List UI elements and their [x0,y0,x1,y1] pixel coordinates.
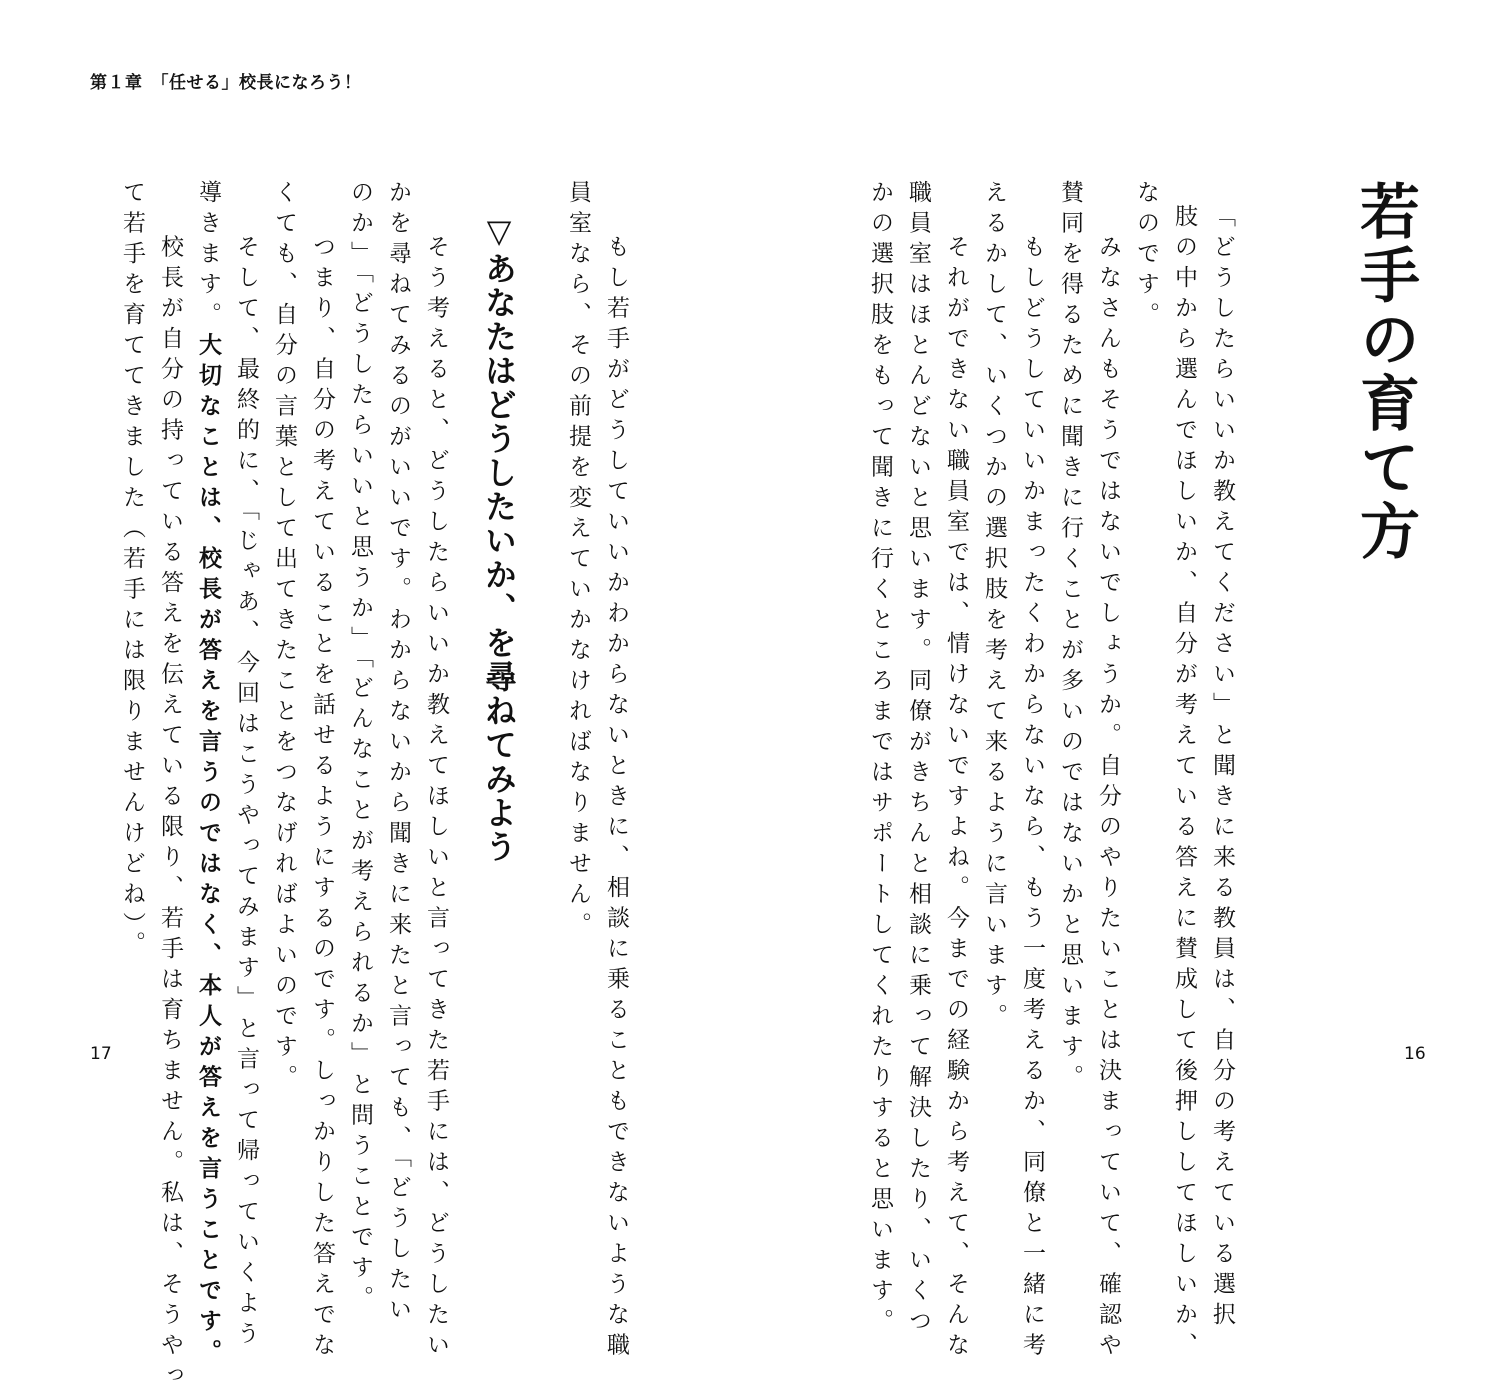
body-line: そう考えると、どうしたらいいか教えてほしいと言ってきた若手には、どうしたい [423,204,449,1363]
body-line: みなさんもそうではないでしょうか。自分のやりたいことは決まっていて、確認や [1095,204,1121,1363]
body-line: えるかして、いくつかの選択肢を考えて来るように言います。 [981,180,1007,1034]
page-title: 若手の育て方 [1350,180,1420,564]
body-line: それができない職員室では、情けないですよね。今までの経験から考えて、そんな [943,204,969,1363]
page-number-right: 16 [1404,1044,1426,1064]
body-line: 「どうしたらいいか教えてください」と聞きに来る教員は、自分の考えている選択 [1209,204,1235,1333]
body-line: つまり、自分の考えていることを話せるようにするのです。しっかりした答えでな [309,204,335,1363]
body-line: なのです。 [1133,180,1159,333]
section-subheading [480,212,518,864]
triangle-marker-icon: ▽ [480,212,518,252]
body-line: 校長が自分の持っている答えを伝えている限り、若手は育ちません。私は、そうやっ [157,204,183,1394]
body-line: 職員室はほとんどないと思います。同僚がきちんと相談に乗って解決したり、いくつ [905,180,931,1339]
body-line: て若手を育ててきました（若手には限りませんけどね）。 [119,180,145,962]
running-head: 第１章 「任せる」校長になろう！ [90,73,362,93]
body-line: くても、自分の言葉として出てきたことをつなげればよいのです。 [271,180,297,1095]
body-line-emphasis [196,180,219,1370]
body-line: 員室なら、その前提を変えていかなければなりません。 [565,180,591,943]
emphasis-lead: 導きます。 [195,180,221,333]
emphasis-text: 大切なことは、校長が答えを言うのではなく、本人が答えを言うことです。 [195,332,221,1370]
body-line: かを尋ねてみるのがいいです。わからないから聞きに来たと言っても、「どうしたい [385,180,411,1328]
body-line: のか」「どうしたらいいと思うか」「どんなことが考えられるか」と問うことです。 [347,180,373,1316]
page-number-left: 17 [90,1044,112,1064]
body-line: 肢の中から選んでほしいか、自分が考えている答えに賛成して後押ししてほしいか、 [1171,204,1197,1363]
body-line: かの選択肢をもって聞きに行くところまではサポートしてくれたりすると思います。 [867,180,893,1339]
body-line: そして、最終的に、「じゃあ、今回はこうやってみます」と言って帰っていくよう [233,204,259,1352]
body-line: もし若手がどうしていいかわからないときに、相談に乗ることもできないような職 [603,204,629,1363]
subheading-text: あなたはどうしたいか、を尋ねてみよう [480,252,518,864]
body-line: 賛同を得るために聞きに行くことが多いのではないかと思います。 [1057,180,1083,1095]
body-line: もしどうしていいかまったくわからないなら、もう一度考えるか、同僚と一緒に考 [1019,204,1045,1363]
